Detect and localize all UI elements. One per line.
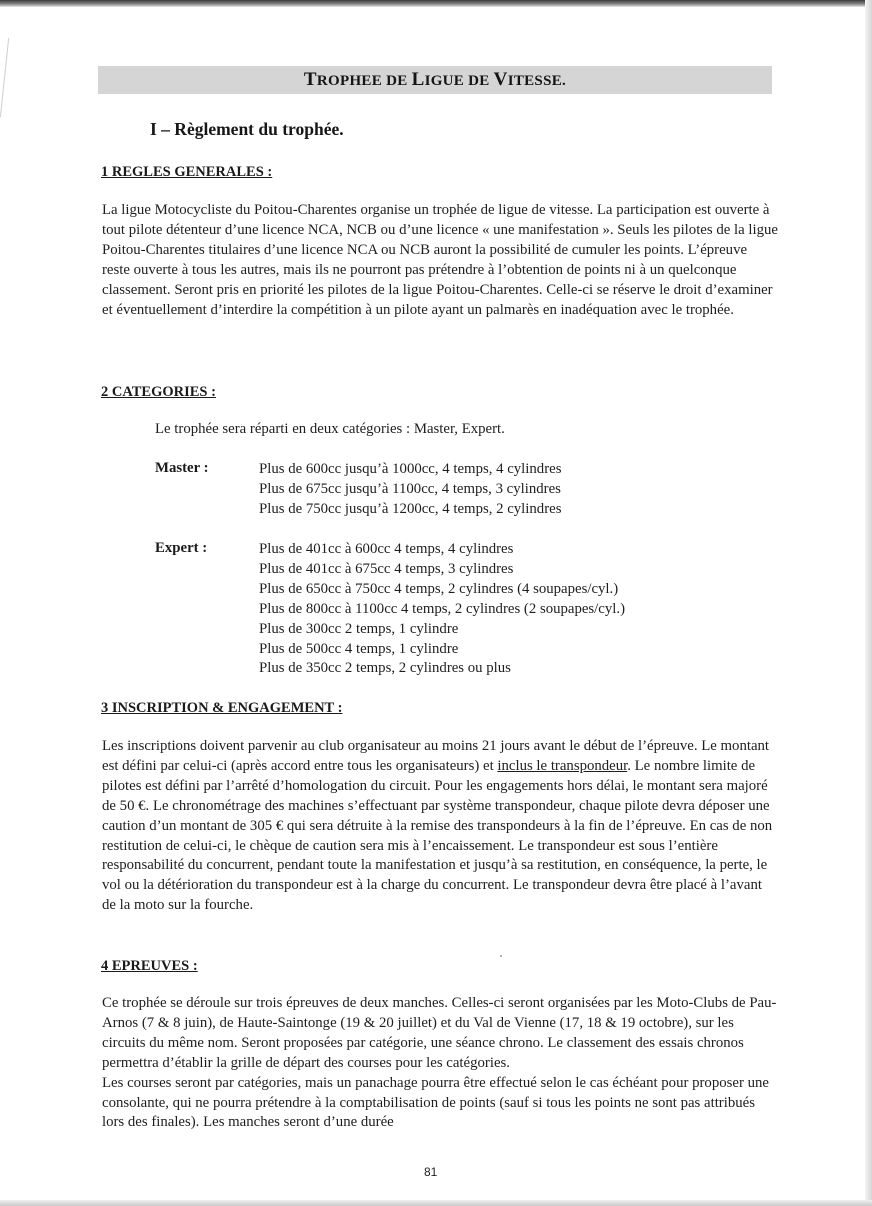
paragraph-epreuves: Ce trophée se déroule sur trois épreuves de deux manches. Celles-ci seront organisées par les Moto-Clubs de Pau-Arnos (7 & 8 juin), de Haute-Saintonge (19 & 20 juillet) et du Val de Vienne (17, 18 & 19 octobre), sur les circuits du même nom. Seront proposées par catégorie, une séance chrono. Le classement des essais chronos permettra d’établir la grille de départ des courses pour les catégories. Les courses seront par catégories, mais un panachage pourra être effectué selon le cas échéant pour proposer une consolante, qui ne pourra prétendre à la comptabilisation de points (sauf si tous les points ne sont pas attribués lors des finales). Les manches seront d’une durée	[102, 995, 777, 1131]
label-master: Master :	[155, 460, 209, 476]
paragraph-inscription: Les inscriptions doivent parvenir au club organisateur au moins 21 jours avant le début de l’épreuve. Le montant est défini par celui-ci (après accord entre tous les organisateurs) et inclus le transpondeur. Le nombre limite de pilotes est défini par l’arrêté d’homologation du circuit. Pour les engagements hors délai, le montant sera majoré de 50 €. Le chronométrage des machines s’effectuant par système transpondeur, chaque pilote devra déposer une caution d’un montant de 305 € qui sera détruite à la remise des transpondeurs à la fin de l’épreuve. En cas de non restitution de celui-ci, le chèque de caution sera mis à l’encaissement. Le transpondeur est sous l’entière responsabilité du concurrent, pendant toute la manifestation et jusqu’à sa restitution, en conséquence, la perte, le vol ou la détérioration du transpondeur est à la charge du concurrent. Le transpondeur devra être placé à l’avant de la moto sur la fourche.	[102, 738, 773, 914]
page-title: TROPHEE DE LIGUE DE VITESSE.	[303, 69, 567, 90]
list-item: Plus de 401cc à 600cc 4 temps, 4 cylindres	[259, 541, 514, 557]
heading-inscription: 3 INSCRIPTION & ENGAGEMENT :	[101, 700, 343, 716]
list-item: Plus de 401cc à 675cc 4 temps, 3 cylindres	[259, 560, 514, 577]
list-item: Plus de 675cc jusqu’à 1100cc, 4 temps, 3 cylindres	[259, 480, 561, 497]
list-item: Plus de 600cc jusqu’à 1000cc, 4 temps, 4 cylindres	[259, 461, 562, 477]
heading-categories: 2 CATEGORIES :	[101, 384, 216, 400]
label-expert: Expert :	[155, 540, 208, 556]
heading-regles-generales: 1 REGLES GENERALES :	[101, 164, 273, 180]
scan-speck	[500, 955, 502, 957]
scan-edge-bottom	[0, 1200, 872, 1206]
list-item: Plus de 500cc 4 temps, 1 cylindre	[259, 640, 459, 657]
scan-edge-right	[865, 0, 872, 1206]
list-item: Plus de 650cc à 750cc 4 temps, 2 cylindres (4 soupapes/cyl.)	[259, 580, 619, 597]
list-item: Plus de 800cc à 1100cc 4 temps, 2 cylindres (2 soupapes/cyl.)	[259, 600, 625, 617]
title-band	[98, 66, 772, 94]
list-item: Plus de 300cc 2 temps, 1 cylindre	[259, 620, 459, 637]
underlined-text: inclus le transpondeur	[497, 757, 628, 774]
paragraph-regles-generales: La ligue Motocycliste du Poitou-Charentes organise un trophée de ligue de vitesse. La participation est ouverte à tout pilote détenteur d’une licence NCA, NCB ou d’une licence « une manifestation ». Seuls les pilotes de la ligue Poitou-Charentes titulaires d’une licence NCA ou NCB auront la possibilité de cumuler les points. L’épreuve reste ouverte à tous les autres, mais ils ne pourront pas prétendre à l’obtention de points ni à un quelconque classement. Seront pris en priorité les pilotes de la ligue Poitou-Charentes. Celle-ci se réserve le droit d’examiner et éventuellement d’interdire la compétition à un pilote ayant un palmarès en inadéquation avec le trophée.	[102, 202, 778, 318]
page-number: 81	[424, 1165, 438, 1179]
list-expert	[259, 540, 625, 679]
list-item: Plus de 350cc 2 temps, 2 cylindres ou plus	[259, 660, 511, 677]
section-subtitle: I – Règlement du trophée.	[150, 119, 344, 139]
scan-mark	[0, 38, 17, 119]
heading-epreuves: 4 EPREUVES :	[101, 958, 198, 974]
scan-edge-top	[0, 0, 872, 7]
list-item: Plus de 750cc jusqu’à 1200cc, 4 temps, 2 cylindres	[259, 500, 562, 517]
list-master	[259, 460, 561, 520]
categories-intro: Le trophée sera réparti en deux catégories : Master, Expert.	[155, 421, 505, 437]
